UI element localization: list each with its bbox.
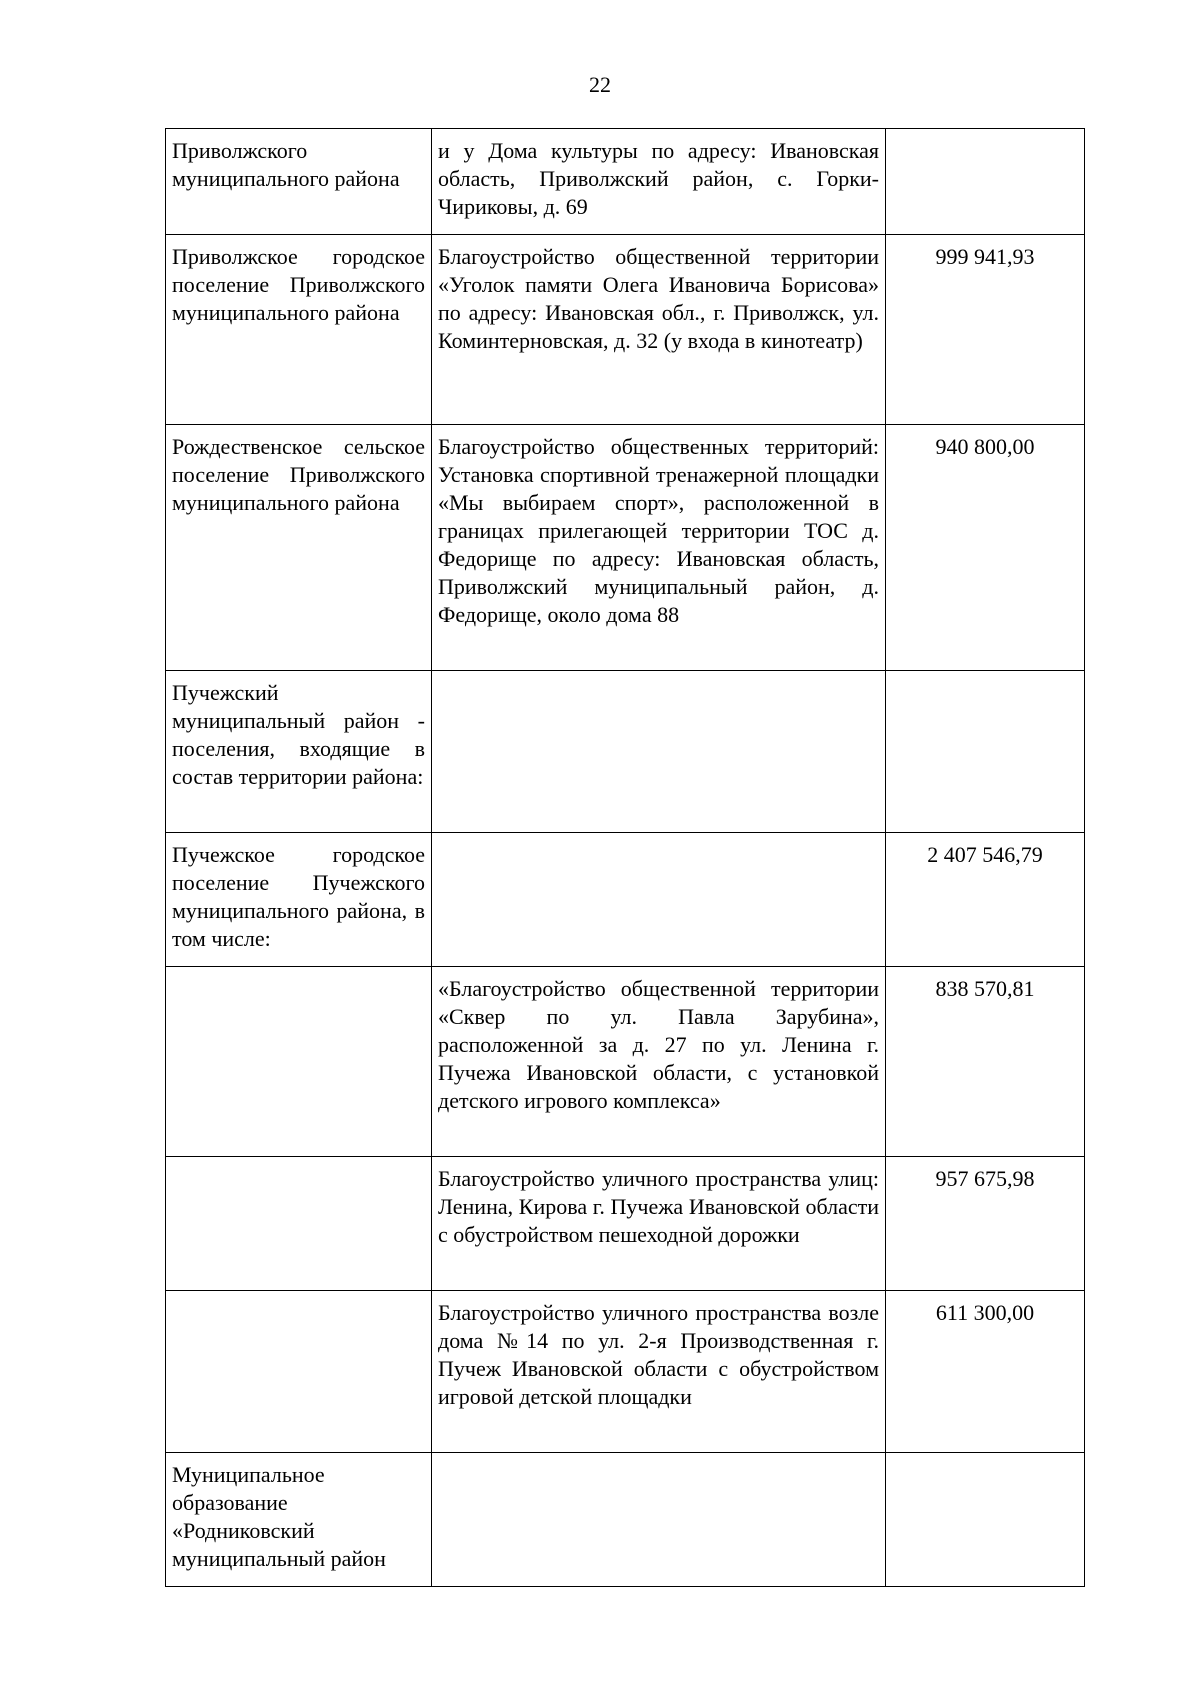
municipality-cell: Приволжского муниципального района: [166, 129, 432, 235]
project-description-cell: «Благоустройство общественной территории «Сквер по ул. Павла Зарубина», расположенной за д. 27 по ул. Ленина г. Пучежа Ивановской области, с установкой детского игрового комплекса»: [432, 967, 886, 1157]
amount-cell: 2 407 546,79: [886, 833, 1085, 967]
table-row: [166, 671, 1085, 833]
table-row: [166, 1453, 1085, 1587]
project-description-cell: Благоустройство общественных территорий: Установка спортивной тренажерной площадки «Мы выбираем спорт», расположенной в границах прилегающей территории ТОС д. Федорище по адресу: Ивановская область, Приволжский муниципальный район, д. Федорище, около дома 88: [432, 425, 886, 671]
amount-cell: 611 300,00: [886, 1291, 1085, 1453]
project-description-cell: Благоустройство уличного пространства возле дома №14 по ул. 2-я Производственная г. Пучеж Ивановской области с обустройством игровой детской площадки: [432, 1291, 886, 1453]
amount-cell: 999 941,93: [886, 235, 1085, 425]
table-row: [166, 425, 1085, 671]
municipality-cell: [166, 967, 432, 1157]
municipality-cell: Пучежское городское поселение Пучежского муниципального района, в том числе:: [166, 833, 432, 967]
amount-cell: [886, 129, 1085, 235]
project-description-cell: [432, 833, 886, 967]
table-row: [166, 967, 1085, 1157]
amount-cell: 957 675,98: [886, 1157, 1085, 1291]
municipality-cell: [166, 1291, 432, 1453]
municipality-cell: Пучежский муниципальный район - поселения, входящие в состав территории района:: [166, 671, 432, 833]
project-description-cell: Благоустройство уличного пространства улиц: Ленина, Кирова г. Пучежа Ивановской области с обустройством пешеходной дорожки: [432, 1157, 886, 1291]
table-row: [166, 1291, 1085, 1453]
municipality-cell: Рождественское сельское поселение Приволжского муниципального района: [166, 425, 432, 671]
table-row: [166, 1157, 1085, 1291]
table-row: [166, 129, 1085, 235]
municipality-cell: Муниципальное образование «Родниковский муниципальный район: [166, 1453, 432, 1587]
amount-cell: [886, 671, 1085, 833]
table-row: [166, 833, 1085, 967]
municipal-projects-table: [165, 128, 1085, 1587]
amount-cell: 838 570,81: [886, 967, 1085, 1157]
project-description-cell: и у Дома культуры по адресу: Ивановская область, Приволжский район, с. Горки-Чириковы, д. 69: [432, 129, 886, 235]
page-number: 22: [589, 72, 611, 97]
project-description-cell: Благоустройство общественной территории «Уголок памяти Олега Ивановича Борисова» по адресу: Ивановская обл., г. Приволжск, ул. Коминтерновская, д. 32 (у входа в кинотеатр): [432, 235, 886, 425]
municipality-cell: Приволжское городское поселение Приволжского муниципального района: [166, 235, 432, 425]
project-description-cell: [432, 1453, 886, 1587]
amount-cell: [886, 1453, 1085, 1587]
table-row: [166, 235, 1085, 425]
project-description-cell: [432, 671, 886, 833]
municipality-cell: [166, 1157, 432, 1291]
amount-cell: 940 800,00: [886, 425, 1085, 671]
